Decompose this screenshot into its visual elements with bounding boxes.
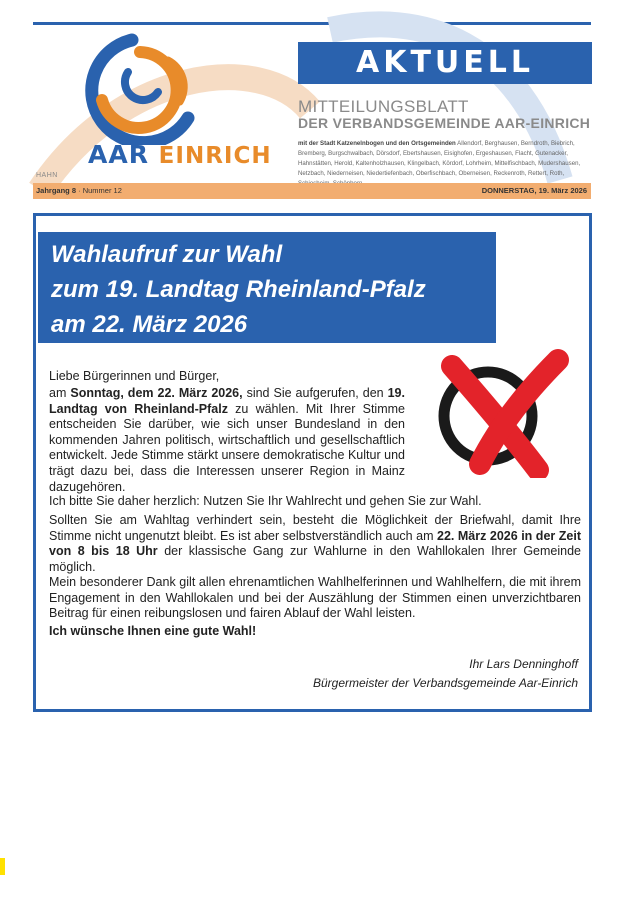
masthead-title: MITTEILUNGSBLATT [298, 97, 469, 116]
aktuell-badge: AKTUELL [298, 42, 592, 84]
paragraph-4: Mein besonderer Dank gilt allen ehrenamtlichen Wahlhelferinnen und Wahlhelfern, die mit ihrem Engagement in den Wahllokalen und bei der Auszählung der Stimmen einen unverzichtbaren Beitrag für einen reibungslosen und fairen Ablauf der Wahl leisten. [49, 575, 581, 621]
municipalities-list [298, 139, 592, 189]
logo-swirl [70, 30, 250, 145]
logo-caption: HAHN [36, 172, 58, 179]
issue-date: DONNERSTAG, 19. März 2026 [481, 186, 587, 195]
issue-volume-number [36, 183, 122, 199]
headline-line-2: zum 19. Landtag Rheinland-Pfalz [51, 276, 426, 303]
headline-line-1: Wahlaufruf zur Wahl [51, 241, 283, 268]
logo-wordmark [88, 140, 272, 169]
issue-bar [33, 183, 591, 199]
masthead-subtitle: DER VERBANDSGEMEINDE AAR-EINRICH [298, 115, 591, 131]
paragraph-2: Ich bitte Sie daher herzlich: Nutzen Sie Ihr Wahlrecht und gehen Sie zur Wahl. [49, 494, 482, 508]
paragraph-1: am Sonntag, dem 22. März 2026, sind Sie aufgerufen, den 19. Landtag von Rheinland-Pfalz zu wählen. Mit Ihrer Stimme entscheiden Sie darüber, wie sich unser Bundesland in den kommenden Jahren politisch, wirtschaftlich und gesellschaftlich entwickelt. Jede Stimme stärkt unsere demokratische Kultur und trägt dazu bei, dass die Interessen unserer Region in Mainz dazugehören. [49, 386, 405, 494]
paragraph-3: Sollten Sie am Wahltag verhindert sein, besteht die Möglichkeit der Briefwahl, damit Ihre Stimme nicht ungenutzt bleibt. Es ist aber selbstverständlich auch am 22. März 2026 in der Zeit von 8 bis 18 Uhr der klassische Gang zur Wahlurne in den Wahllokalen Ihrer Gemeinde möglich. [49, 513, 581, 574]
logo-wordmark-aar: AAR [88, 140, 149, 169]
logo-wordmark-einrich: EINRICH [158, 143, 272, 169]
municipalities-lead: mit der Stadt Katzenelnbogen und den Ortsgemeinden [298, 140, 456, 147]
greeting: Liebe Bürgerinnen und Bürger, [49, 369, 220, 383]
margin-marker [0, 858, 5, 875]
headline-box [38, 232, 496, 343]
closing-wish: Ich wünsche Ihnen eine gute Wahl! [49, 624, 257, 638]
signature-name: Ihr Lars Denninghoff [469, 657, 578, 671]
municipalities-names: Allendorf, Berghausen, Berndroth, Biebrich, Bremberg, Burgschwalbach, Dörsdorf, Ebertshausen, Eisighofen, Ergeshausen, Flacht, Gutenacker, Hahnstätten, Herold, Kaltenholzhausen, Klingelbach, Kördorf, Lohrheim, Mittelfischbach, Mudershausen, Netzbach, Niederneisen, Niedertiefenbach, Oberfischbach, Oberneisen, Reckenroth, Rettert, Roth, [298, 140, 581, 177]
issue-number: Nummer 12 [82, 186, 122, 195]
ballot-cross-icon [430, 348, 570, 478]
signature-title: Bürgermeister der Verbandsgemeinde Aar-Einrich [312, 676, 578, 690]
headline-line-3: am 22. März 2026 [51, 311, 248, 338]
issue-volume: Jahrgang 8 [36, 186, 77, 195]
issue-separator: · [78, 186, 81, 195]
